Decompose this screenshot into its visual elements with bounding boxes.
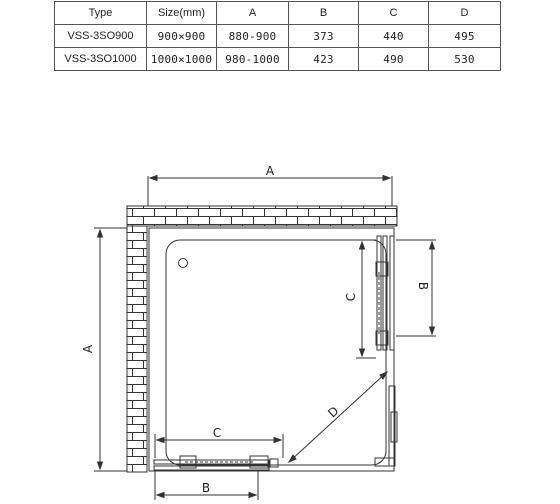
cell-type: VSS-3SO1000 (55, 48, 147, 71)
dimension-a-left-label: A (81, 344, 95, 354)
header-size: Size(mm) (147, 2, 217, 25)
dimension-c-bottom-label: C (212, 426, 222, 440)
dimension-b-right-label: B (416, 281, 430, 291)
cell-c: 440 (359, 25, 429, 48)
top-wall (127, 206, 397, 226)
cell-type: VSS-3SO900 (55, 25, 147, 48)
dimension-a-top-label: A (265, 164, 275, 178)
header-a: A (217, 2, 289, 25)
cell-d: 530 (429, 48, 501, 71)
cell-a: 980-1000 (217, 48, 289, 71)
cell-a: 880-900 (217, 25, 289, 48)
cell-b: 373 (289, 25, 359, 48)
dimension-c-right-label: C (344, 292, 358, 302)
cell-size: 900×900 (147, 25, 217, 48)
header-c: C (359, 2, 429, 25)
header-type: Type (55, 2, 147, 25)
cell-d: 495 (429, 25, 501, 48)
dimension-d-label: D (325, 403, 342, 421)
header-d: D (429, 2, 501, 25)
drain-icon (179, 259, 188, 268)
header-b: B (289, 2, 359, 25)
dimension-a-left (94, 228, 127, 471)
shower-tray-outline (149, 228, 394, 471)
cell-size: 1000×1000 (147, 48, 217, 71)
cell-b: 423 (289, 48, 359, 71)
dimension-b-bottom-label: B (201, 481, 211, 495)
dimension-c-right (356, 240, 376, 358)
cell-c: 490 (359, 48, 429, 71)
dimension-a-top (148, 176, 392, 209)
bottom-sliding-door (154, 456, 395, 470)
left-wall (127, 226, 147, 472)
